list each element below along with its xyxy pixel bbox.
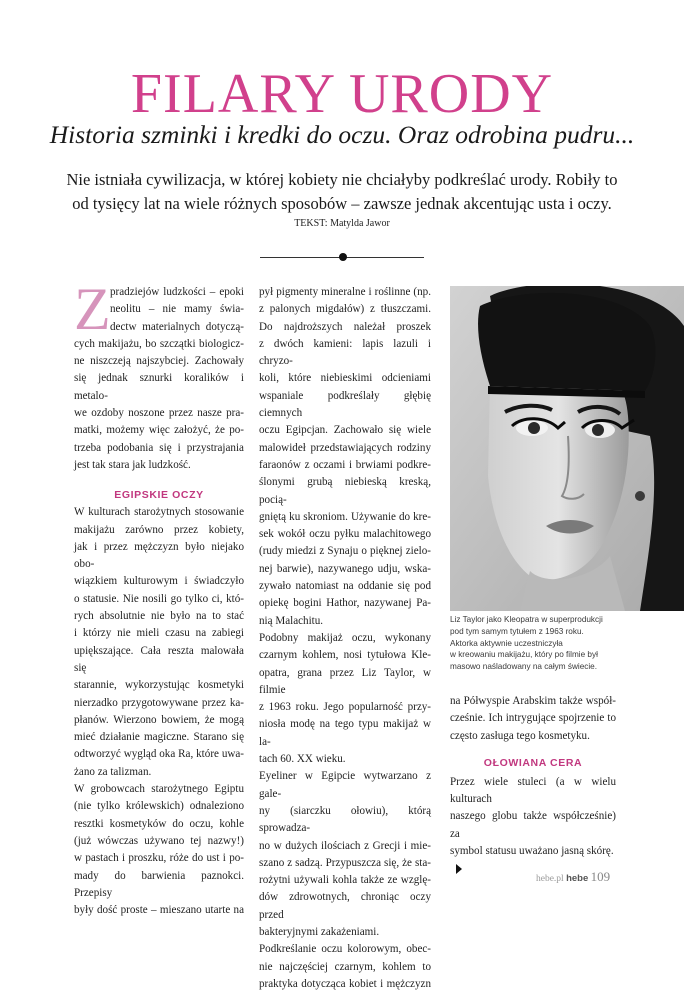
text-line: dectw materialnych dotyczą- <box>110 320 244 333</box>
section-heading: EGIPSKIE OCZY <box>114 489 204 502</box>
text-line: starannie, wykorzystując kosmetyki <box>74 679 244 692</box>
text-line: Podobny makijaż oczu, wykonany <box>259 631 431 644</box>
byline: TEKST: Matylda Jawor <box>294 218 390 229</box>
text-line: neolitu – nie mamy świa- <box>110 303 244 316</box>
text-line: były dość proste – mieszano utarte na <box>74 904 244 917</box>
text-line: rożytni używali kohla także ze wzglę- <box>259 874 431 887</box>
caption-line: Aktorka aktywnie uczestniczyła <box>450 638 563 648</box>
text-line: na Półwyspie Arabskim także współ- <box>450 695 616 707</box>
text-line: zywało natomiast na oddanie się pod <box>259 580 431 593</box>
text-line: wiązkiem kulturowym i świadczyło <box>74 575 244 588</box>
text-line: W grobowcach starożytnego Egiptu <box>74 783 244 796</box>
page-title: FILARY URODY <box>130 63 554 125</box>
text-line: rych absolutnie nie było na to stać <box>74 610 244 623</box>
text-line: mady do barwienia paznokci. Przepisy <box>74 869 244 899</box>
footer-brand: hebe <box>566 873 589 884</box>
caption-line: Liz Taylor jako Kleopatra w superprodukcji <box>450 615 603 624</box>
footer-site: hebe.pl <box>536 874 564 884</box>
text-line: Eyeliner w Egipcie wytwarzano z gale- <box>259 770 431 800</box>
text-line-content: symbol statusu uważano jasną skórę. <box>450 845 614 858</box>
text-line: opatra, grana przez Liz Taylor, w filmie <box>259 666 431 696</box>
text-line: Do najdroższych należał proszek <box>259 320 431 333</box>
text-line: z 1963 roku. Jego popularność przy- <box>259 701 431 714</box>
text-line: tach 60. XX wieku. <box>259 753 346 766</box>
text-line: niosła modę na tego typu makijaż w la- <box>259 718 431 748</box>
article-column-1 <box>74 284 244 919</box>
text-line: faraonów z oczami i brwiami podkre- <box>259 458 431 471</box>
text-line: pył pigmenty mineralne i roślinne (np. <box>259 286 431 298</box>
page-subtitle: Historia szminki i kredki do oczu. Oraz odrobina pudru... <box>49 120 635 149</box>
text-line: gniętą ku skroniom. Używanie do kre- <box>259 510 431 523</box>
text-line: nierzadko przygotowywane przez ka- <box>74 696 244 709</box>
text-line: czarnym kohlem, nosi tytułowa Kle- <box>259 649 431 662</box>
caption-line: w kreowaniu makijażu, który po filmie był <box>450 650 598 660</box>
text-line: szano z sadzą. Przypuszcza się, że sta- <box>259 856 431 869</box>
caption-line: pod tym samym tytułem z 1963 roku. <box>450 626 584 636</box>
photo-caption <box>450 614 622 673</box>
bullet-dot-icon <box>339 253 347 261</box>
text-line: upiększające. Cała reszta malowała się <box>74 644 244 674</box>
text-line: dów zdrowotnych, chroniąc oczy przed <box>259 891 431 921</box>
text-line: naszego globu także współcześnie) za <box>450 810 616 840</box>
caption-line: masowo naśladowany na całym świecie. <box>450 662 597 672</box>
text-line: cześnie. Ich intrygujące spojrzenie to <box>450 712 616 725</box>
text-line: (już wówczas używano tej nazwy!) <box>74 834 244 847</box>
text-line: matki, możemy więc założyć, że po- <box>74 424 244 437</box>
text-line: opiekę bogini Hathor, nazywanej Pa- <box>259 597 431 610</box>
section-heading: OŁOWIANA CERA <box>483 756 583 769</box>
drop-cap: Z <box>74 276 111 342</box>
text-line: bakteryjnymi zakażeniami. <box>259 925 380 938</box>
text-line: Przez wiele stuleci (a w wielu kulturach <box>450 775 616 806</box>
triangle-right-icon <box>456 864 462 874</box>
text-line: (rudy miedzi z Synaju o pięknej zielo- <box>259 545 431 558</box>
lead-paragraph <box>60 168 624 216</box>
text-line: żano za talizman. <box>74 765 152 778</box>
text-line: jak i przez mężczyzn było niejako obo- <box>74 540 244 571</box>
text-line: nej barwie), nazywanego udju, wska- <box>259 562 431 575</box>
text-line: trzeba podobania się i przystrajania <box>74 441 244 454</box>
page-footer <box>536 869 610 885</box>
text-line: resztki kosmetyków do oczu, kohle <box>74 817 244 830</box>
text-line: płanów. Wierzono bowiem, że mogą <box>74 713 244 726</box>
text-line: oczu Egipcjan. Zachowało się wiele <box>259 424 431 437</box>
lead-line: od tysięcy lat na wiele różnych sposobów – zawsze jednak akcentując usta i oczy. <box>72 194 612 213</box>
text-line: z dwóch kamieni: lapis lazuli i chryzo- <box>259 337 431 368</box>
text-line: Podkreślanie oczu kolorowym, obec- <box>259 943 431 956</box>
text-line: ny (siarczku ołowiu), którą sprowadza- <box>259 804 431 835</box>
text-line: odtworzyć wygląd oka Ra, które uwa- <box>74 748 244 761</box>
text-line: mieć działanie magiczne. Starano się <box>74 731 244 744</box>
text-line: pradziejów ludzkości – epoki <box>110 286 244 298</box>
text-line: wspaniale podkreślały głębię ciemnych <box>259 389 431 420</box>
text-line: no w dużych ilościach z Grecji i mie- <box>259 839 431 852</box>
text-line: nią Malachitu. <box>259 614 324 627</box>
text-line: praktyka dotycząca kobiet i mężczyzn <box>259 977 431 990</box>
text-line: o statusie. Nie nosili go tylko ci, któ- <box>74 592 244 605</box>
text-line: makijażu zarówno przez kobiety, <box>74 523 244 536</box>
page-number: 109 <box>590 869 611 884</box>
text-line: W kulturach starożytnych stosowanie <box>74 506 244 519</box>
text-line: jest tak stara jak ludzkość. <box>74 458 191 471</box>
text-line: i którzy nie mieli czasu na zabiegi <box>74 627 244 640</box>
text-line: koli, które niebieskimi odcieniami <box>259 372 431 385</box>
portrait-illustration <box>450 286 684 611</box>
text-line: sek wokół oczu pyłku malachitowego <box>259 528 431 541</box>
text-line: z palonych migdałów) z tłuszczami. <box>259 303 431 316</box>
text-line: się jednak sznurki koralików i metalo- <box>74 372 244 402</box>
text-line: we ozdoby noszone przez nasze pra- <box>74 407 244 420</box>
text-line: nie najczęściej czarnym, kohlem to <box>259 960 431 973</box>
text-line: w pastach i proszku, róże do ust i po- <box>74 852 244 865</box>
text-line: ne niszczeją najszybciej. Zachowały <box>74 355 244 368</box>
text-line: często zasługa tego kosmetyku. <box>450 729 590 742</box>
text-line: ślonymi grubą niebieską kreską, pocią- <box>259 476 431 506</box>
portrait-photo <box>450 286 684 611</box>
article-column-2 <box>259 284 431 993</box>
text-line: cych makijażu, bo szczątki biologicz- <box>74 337 244 350</box>
article-column-3 <box>450 693 616 878</box>
text-line: malowideł przedstawiających rodziny <box>259 441 431 454</box>
text-line: (nie tylko królewskich) odnaleziono <box>74 800 244 813</box>
lead-line: Nie istniała cywilizacja, w której kobiety nie chciałyby podkreślać urody. Robiły to <box>66 170 618 189</box>
